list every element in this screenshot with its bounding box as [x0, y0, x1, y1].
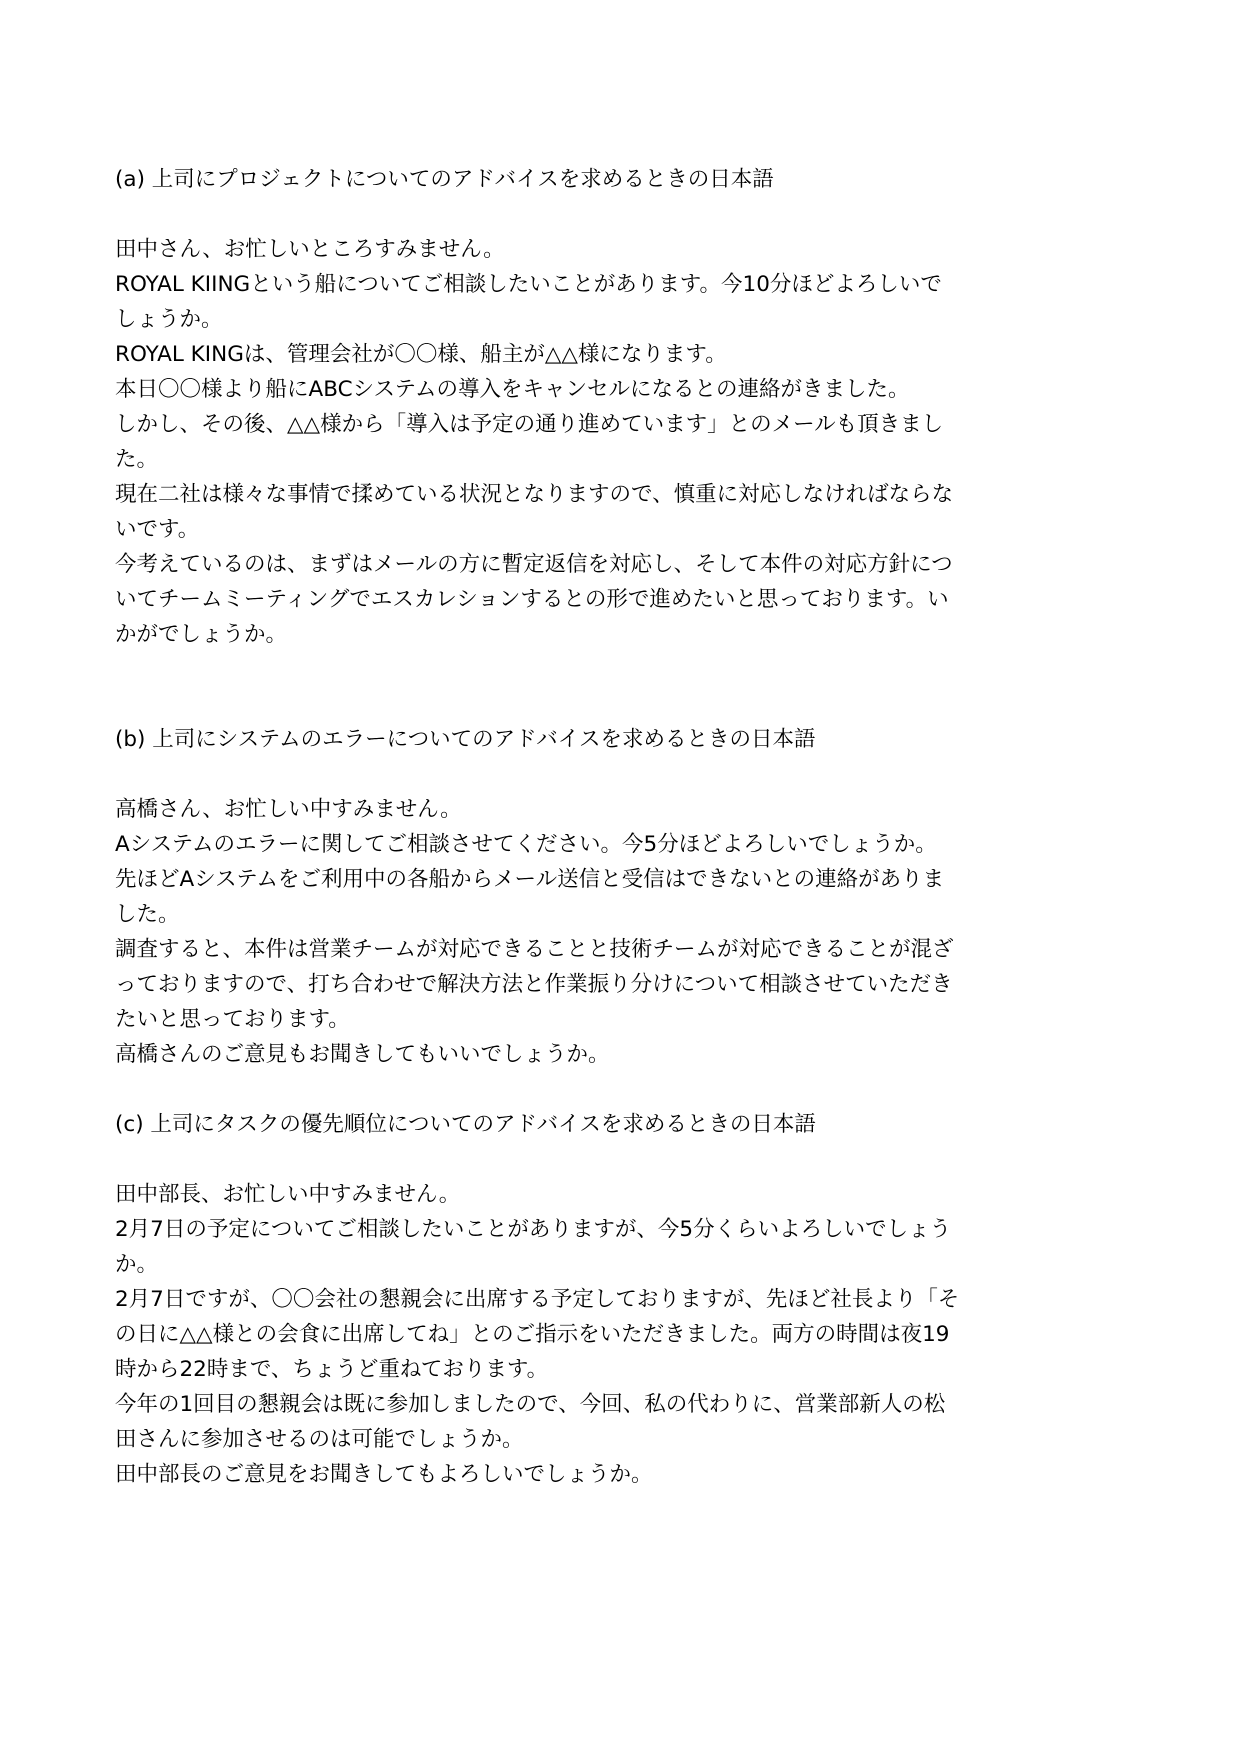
paragraph: 高橋さんのご意見もお聞きしてもいいでしょうか。	[115, 1042, 610, 1067]
paragraph: 今考えているのは、まずはメールの方に暫定返信を対応し、そして本件の対応方針につ いてチームミーティングでエスカレションするとの形で進めたいと思っております。い かがでしょうか。	[115, 552, 953, 647]
paragraph: 現在二社は様々な事情で揉めている状況となりますので、慎重に対応しなければならな いです。	[115, 482, 954, 542]
paragraph: 先ほどAシステムをご利用中の各船からメール送信と受信はできないとの連絡がありま した。	[115, 867, 945, 927]
paragraph: Aシステムのエラーに関してご相談させてください。今5分ほどよろしいでしょうか。	[115, 832, 937, 857]
paragraph: 2月7日の予定についてご相談したいことがありますが、今5分くらいよろしいでしょう か。	[115, 1217, 952, 1277]
spacer	[115, 1142, 1020, 1177]
paragraph: 今年の1回目の懇親会は既に参加しましたので、今回、私の代わりに、営業部新人の松 田さんに参加させるのは可能でしょうか。	[115, 1392, 946, 1452]
section-b	[115, 722, 1020, 1072]
section-heading: (a) 上司にプロジェクトについてのアドバイスを求めるときの日本語	[115, 167, 774, 192]
paragraph: 高橋さん、お忙しい中すみません。	[115, 797, 462, 822]
paragraph: ROYAL KINGは、管理会社が〇〇様、船主が△△様になります。	[115, 342, 727, 367]
spacer	[115, 1072, 1020, 1107]
spacer	[115, 197, 1020, 232]
spacer	[115, 652, 1020, 722]
paragraph: ROYAL KIINGという船についてご相談したいことがあります。今10分ほどよろしいで しょうか。	[115, 272, 942, 332]
section-heading: (b) 上司にシステムのエラーについてのアドバイスを求めるときの日本語	[115, 727, 816, 752]
paragraph: 本日〇〇様より船にABCシステムの導入をキャンセルになるとの連絡がきました。	[115, 377, 910, 402]
section-a	[115, 162, 1020, 652]
paragraph: 田中部長、お忙しい中すみません。	[115, 1182, 461, 1207]
document-page	[115, 162, 1020, 1492]
paragraph: 田中部長のご意見をお聞きしてもよろしいでしょうか。	[115, 1462, 653, 1487]
section-heading: (c) 上司にタスクの優先順位についてのアドバイスを求めるときの日本語	[115, 1112, 816, 1137]
section-c	[115, 1107, 1020, 1492]
paragraph: 田中さん、お忙しいところすみません。	[115, 237, 505, 262]
paragraph: 2月7日ですが、〇〇会社の懇親会に出席する予定しておりますが、先ほど社長より「そ の日に△△様との会食に出席してね」とのご指示をいただきました。両方の時間は夜19 時から22時まで、ちょうど重ねております。	[115, 1287, 960, 1382]
paragraph: しかし、その後、△△様から「導入は予定の通り進めています」とのメールも頂きまし た。	[115, 412, 944, 472]
paragraph: 調査すると、本件は営業チームが対応できることと技術チームが対応できることが混ざ っておりますので、打ち合わせで解決方法と作業振り分けについて相談させていただき たいと思っております。	[115, 937, 954, 1032]
spacer	[115, 757, 1020, 792]
